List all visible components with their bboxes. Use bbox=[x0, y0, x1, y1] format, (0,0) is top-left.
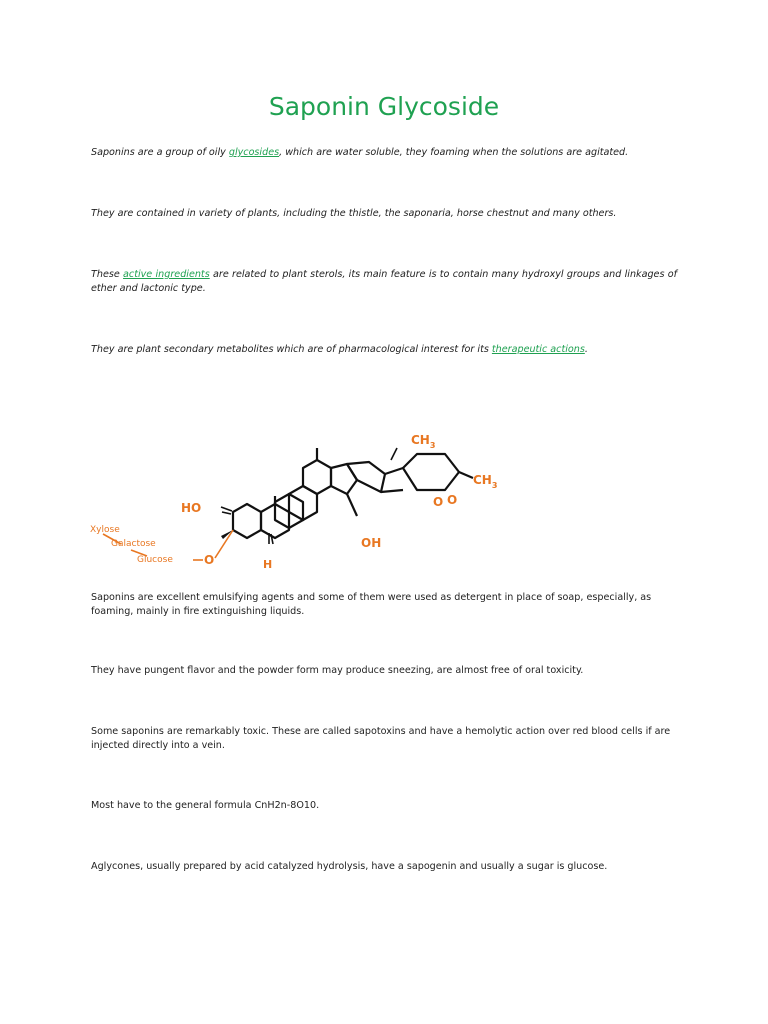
therapeutic-actions-link[interactable]: therapeutic actions bbox=[491, 344, 585, 355]
glucose-label: Glucose bbox=[137, 555, 173, 565]
ch3-right-label: $CH_3$ bbox=[473, 473, 498, 490]
o-ring-label: O bbox=[433, 495, 444, 509]
h-label: H bbox=[263, 558, 273, 571]
paragraph-intro bbox=[91, 146, 677, 160]
paragraph-active-ingredients bbox=[91, 268, 677, 295]
paragraph-metabolites bbox=[91, 343, 677, 357]
paragraph-text: Saponins are a group of oily bbox=[91, 147, 229, 158]
paragraph-aglycones: Aglycones, usually prepared by acid catalyzed hydrolysis, have a sapogenin and usually a sugar is glucose. bbox=[91, 861, 608, 872]
ch3-top-label: $CH_3$ bbox=[411, 433, 436, 450]
active-ingredients-link[interactable]: active ingredients bbox=[123, 269, 210, 280]
saponin-structure-figure bbox=[85, 420, 555, 580]
paragraph-flavor: They have pungent flavor and the powder form may produce sneezing, are almost free of oral toxicity. bbox=[91, 665, 584, 676]
ring-cyclopentane bbox=[331, 464, 357, 494]
paragraph-text: They are plant secondary metabolites which are of pharmacological interest for its bbox=[91, 344, 492, 355]
paragraph-toxicity: Some saponins are remarkably toxic. These are called sapotoxins and have a hemolytic action over red blood cells if are injected directly into a vein. bbox=[91, 726, 671, 751]
paragraph-emulsifying: Saponins are excellent emulsifying agents and some of them were used as detergent in place of soap, especially, as foaming, mainly in fire extinguishing liquids. bbox=[91, 592, 652, 617]
paragraph-text: These bbox=[91, 269, 124, 280]
o-glycoside-label: O bbox=[204, 553, 215, 567]
xylose-label: Xylose bbox=[90, 525, 120, 535]
paragraph-plants: They are contained in variety of plants, including the thistle, the saponaria, horse chestnut and many others. bbox=[91, 208, 617, 219]
chemical-structure-diagram bbox=[85, 420, 555, 580]
ring-d-upper bbox=[303, 460, 331, 494]
oh-label: OH bbox=[361, 536, 382, 550]
ring-a bbox=[233, 504, 261, 538]
paragraph-text: . bbox=[584, 344, 588, 355]
glycosides-link[interactable]: glycosides bbox=[228, 147, 280, 158]
o-pyran-label: O bbox=[447, 493, 458, 507]
paragraph-text: are related to plant sterols, its main feature is to contain many hydroxyl groups and linkages of ether and lactonic type. bbox=[91, 269, 678, 294]
paragraph-formula: Most have to the general formula CnH2n-8O10. bbox=[91, 800, 320, 811]
ho-label: HO bbox=[181, 501, 202, 515]
paragraph-text: , which are water soluble, they foaming when the solutions are agitated. bbox=[279, 147, 629, 158]
galactose-label: Galactose bbox=[111, 539, 156, 549]
ring-pyran bbox=[403, 454, 459, 490]
page-title: Saponin Glycoside bbox=[268, 92, 500, 121]
bond-lines bbox=[233, 448, 473, 538]
